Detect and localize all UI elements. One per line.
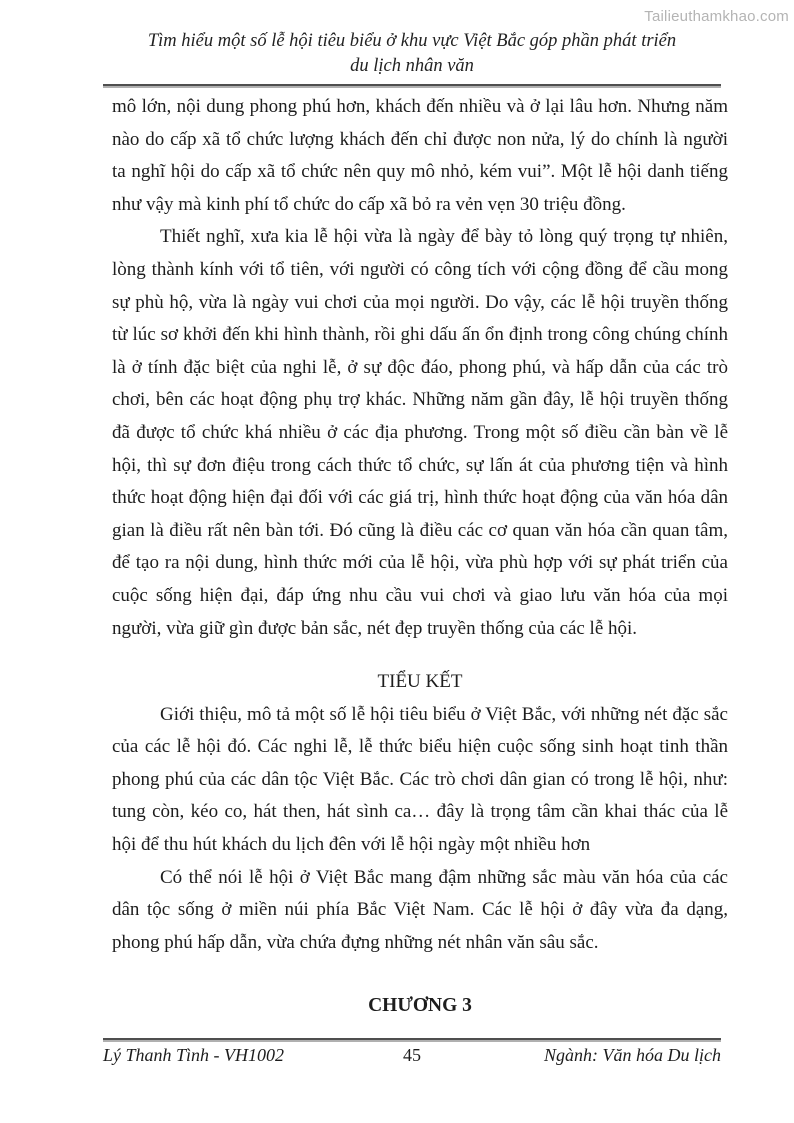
page-footer	[103, 1038, 721, 1066]
footer-rule	[103, 1038, 721, 1042]
running-title-line2: du lịch nhân văn	[350, 56, 474, 76]
footer-department: Ngành: Văn hóa Du lịch	[544, 1045, 721, 1065]
page-header	[103, 29, 721, 88]
section-heading-tieu-ket: TIỂU KẾT	[377, 671, 463, 693]
paragraph: Giới thiệu, mô tả một số lễ hội tiêu biểu ở Việt Bắc, với những nét đặc sắc của các lễ hội đó. Các nghi lễ, lễ thức biểu hiện cuộc sống sinh hoạt tinh thần phong phú của các dân tộc Việt Bắc. Các trò chơi dân gian có trong lễ hội, như: tung còn, kéo co, hát then, hát sình ca… đây là trọng tâm cần khai thác của lễ hội để thu hút khách du lịch đên với lễ hội ngày một nhiều hơn	[112, 703, 728, 856]
paragraph: Thiết nghĩ, xưa kia lễ hội vừa là ngày để bày tỏ lòng quý trọng tự nhiên, lòng thành kính với tổ tiên, với người có công tích với cộng đồng để cầu mong sự phù hộ, vừa là ngày vui chơi của mọi người. Do vậy, các lễ hội truyền thống từ lúc sơ khởi đến khi hình thành, rồi ghi dấu ấn ổn định trong công chúng chính là ở tính đặc biệt của nghi lễ, ở sự độc đáo, phong phú, và hấp dẫn của các trò chơi, bên các hoạt động phụ trợ khác. Những năm gần đây, lễ hội truyền thống đã được tổ chức khá nhiều ở các địa phương. Trong một số điều cần bàn về lễ hội, thì sự đơn điệu trong cách thức tổ chức, sự lấn át của phương tiện và hình thức hoạt động hiện đại đối với các giá trị, hình thức hoạt động của văn hóa dân gian là điều rất nên bàn tới. Đó cũng là điều các cơ quan văn hóa cần quan tâm, để tạo ra nội dung, hình thức mới của lễ hội, vừa phù hợp với sự phát triển của cuộc sống hiện đại, đáp ứng nhu cầu vui chơi và giao lưu văn hóa của mọi người, vừa giữ gìn được bản sắc, nét đẹp truyền thống của các lễ hội.	[112, 226, 728, 639]
paragraph-continuation: mô lớn, nội dung phong phú hơn, khách đến nhiều và ở lại lâu hơn. Nhưng năm nào do cấp xã tổ chức lượng khách đến chỉ được non nửa, lý do chính là người ta nghĩ hội do cấp xã tổ chức nên quy mô nhỏ, kém vui”. Một lễ hội danh tiếng như vậy mà kinh phí tổ chức do cấp xã bỏ ra vẻn vẹn 30 triệu đồng.	[112, 96, 728, 215]
running-title-line1: Tìm hiểu một số lễ hội tiêu biểu ở khu vực Việt Bắc góp phần phát triển	[147, 31, 677, 51]
header-rule	[103, 84, 721, 88]
chapter-heading: CHƯƠNG 3	[368, 995, 472, 1017]
footer-row	[103, 1045, 721, 1066]
watermark-text: Tailieuthamkhao.com	[644, 8, 789, 25]
footer-page-number: 45	[403, 1045, 421, 1065]
paragraph: Có thể nói lễ hội ở Việt Bắc mang đậm những sắc màu văn hóa của các dân tộc sống ở miền núi phía Bắc Việt Nam. Các lễ hội ở đây vừa đa dạng, phong phú hấp dẫn, vừa chứa đựng những nét nhân văn sâu sắc.	[112, 866, 728, 953]
document-body	[112, 91, 728, 1019]
footer-author: Lý Thanh Tình - VH1002	[103, 1045, 285, 1065]
